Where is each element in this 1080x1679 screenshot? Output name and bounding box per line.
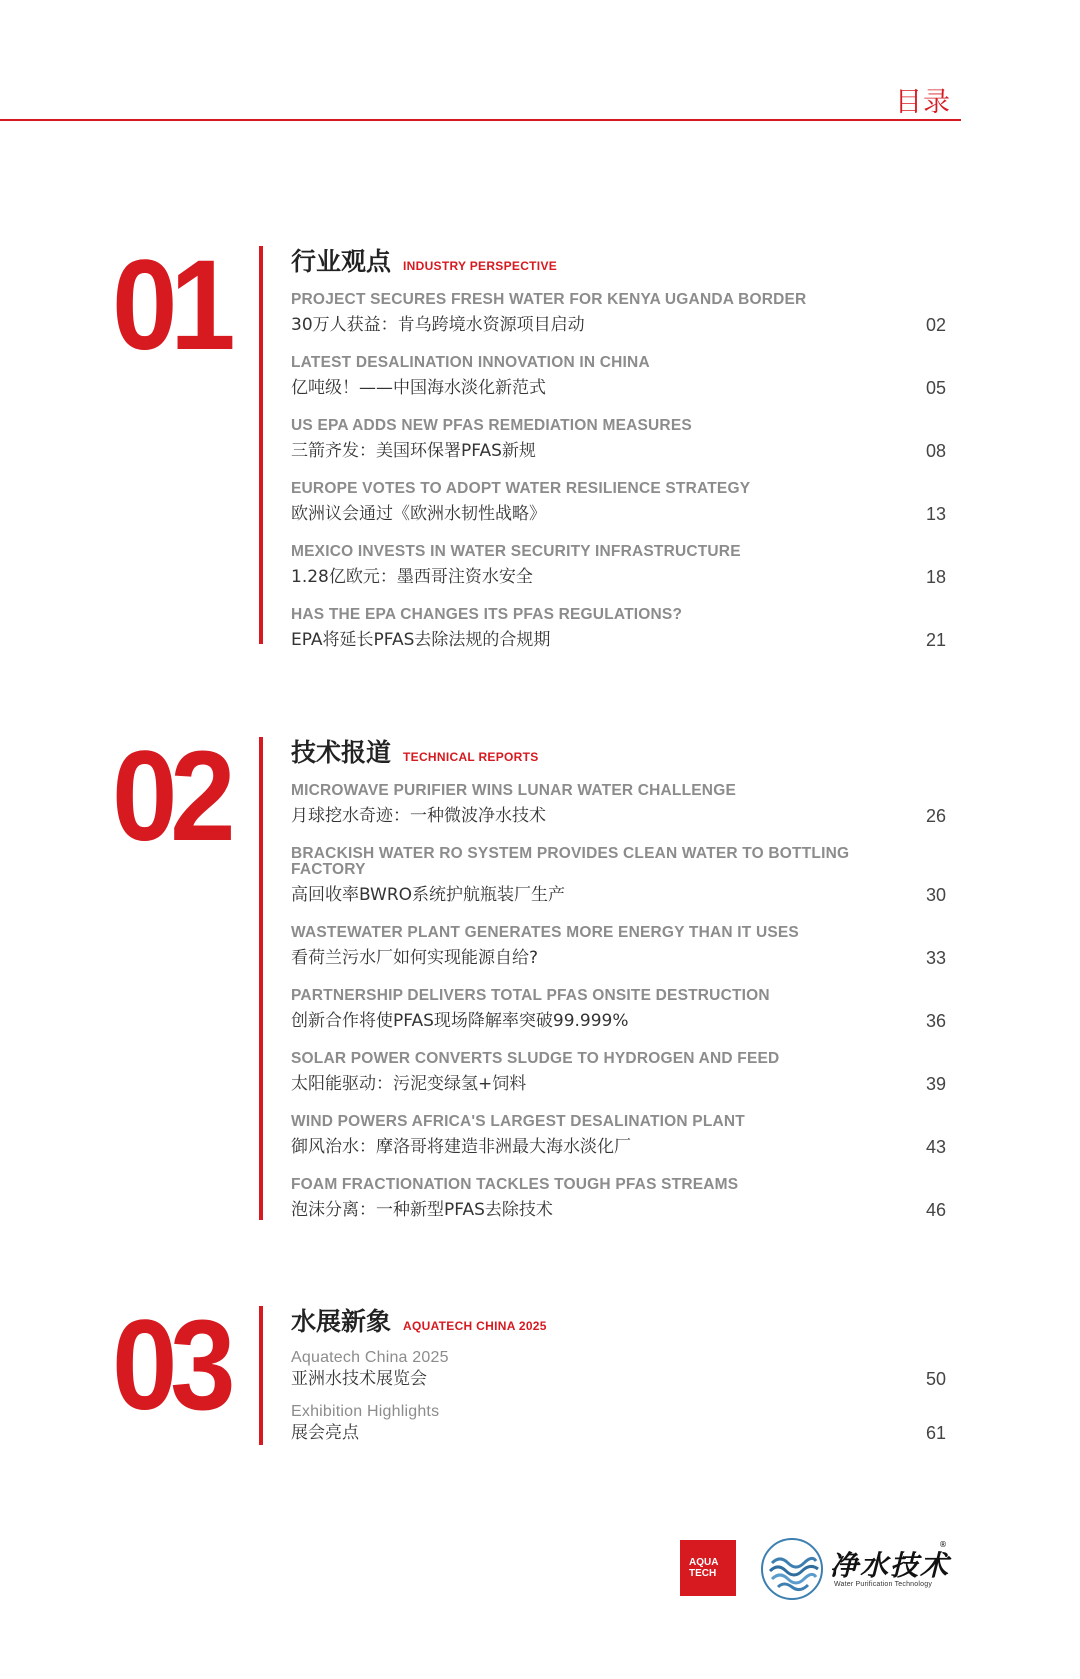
aquatech-logo (680, 1540, 736, 1596)
header-rule (0, 119, 961, 121)
section-subtitle: AQUATECH CHINA 2025 (403, 1319, 547, 1333)
toc-entry[interactable] (291, 846, 946, 906)
toc-entry[interactable] (291, 1350, 946, 1390)
section-title: 行业观点 (291, 247, 392, 276)
entry-page-number: 61 (925, 1423, 946, 1443)
toc-entry[interactable] (291, 1404, 946, 1444)
entry-page-number: 02 (925, 315, 946, 335)
entry-page-number: 46 (925, 1200, 946, 1220)
section-subtitle: INDUSTRY PERSPECTIVE (403, 259, 558, 273)
entry-page-number: 30 (925, 885, 946, 905)
logo-text-tech: TECH (689, 1568, 717, 1579)
section-title: 技术报道 (291, 738, 392, 767)
logo-text-aqua: AQUA (689, 1557, 719, 1568)
page-title: 目录 (895, 87, 951, 118)
water-wave-emblem (760, 1537, 824, 1601)
entry-page-number: 36 (925, 1011, 946, 1031)
section-heading (291, 1302, 547, 1338)
toc-entry[interactable] (291, 988, 946, 1032)
toc-entry[interactable] (291, 481, 946, 525)
entry-english-title: BRACKISH WATER RO SYSTEM PROVIDES CLEAN WATER TO BOTTLING FACTORY (291, 845, 850, 878)
entry-chinese-title: 亚洲水技术展览会 (291, 1369, 427, 1389)
section-heading (291, 242, 557, 278)
entry-english-title: Aquatech China 2025 (291, 1349, 449, 1366)
toc-entry[interactable] (291, 1177, 946, 1221)
entry-english-title: LATEST DESALINATION INNOVATION IN CHINA (291, 354, 650, 371)
entry-page-number: 13 (925, 504, 946, 524)
toc-entry[interactable] (291, 355, 946, 399)
section-title: 水展新象 (291, 1307, 392, 1336)
entry-chinese-title: 泡沫分离：一种新型PFAS去除技术 (291, 1200, 553, 1220)
entry-english-title: MEXICO INVESTS IN WATER SECURITY INFRASTRUCTURE (291, 543, 741, 560)
toc-entry[interactable] (291, 607, 946, 651)
toc-entry[interactable] (291, 925, 946, 969)
toc-entry[interactable] (291, 783, 946, 827)
entry-page-number: 50 (925, 1369, 946, 1389)
brand-name: 净水技术 (830, 1549, 951, 1582)
entry-page-number: 33 (925, 948, 946, 968)
entry-english-title: US EPA ADDS NEW PFAS REMEDIATION MEASURES (291, 417, 692, 434)
entry-page-number: 18 (925, 567, 946, 587)
entry-chinese-title: 看荷兰污水厂如何实现能源自给? (291, 948, 539, 968)
entry-english-title: HAS THE EPA CHANGES ITS PFAS REGULATIONS? (291, 606, 683, 623)
entry-chinese-title: 创新合作将使PFAS现场降解率突破99.999% (291, 1011, 629, 1031)
entry-english-title: EUROPE VOTES TO ADOPT WATER RESILIENCE STRATEGY (291, 480, 751, 497)
entry-page-number: 39 (925, 1074, 946, 1094)
entry-chinese-title: 太阳能驱动：污泥变绿氢+饲料 (291, 1074, 527, 1094)
entry-chinese-title: 欧洲议会通过《欧洲水韧性战略》 (291, 504, 546, 524)
toc-entry[interactable] (291, 418, 946, 462)
section-heading (291, 733, 539, 769)
section-divider (259, 737, 263, 1220)
entry-page-number: 43 (925, 1137, 946, 1157)
section-number: 01 (112, 234, 229, 377)
section-divider (259, 246, 263, 644)
entry-english-title: FOAM FRACTIONATION TACKLES TOUGH PFAS STREAMS (291, 1176, 739, 1193)
section-number: 02 (112, 725, 229, 868)
section-number: 03 (112, 1294, 229, 1437)
entry-page-number: 21 (925, 630, 946, 650)
entry-chinese-title: 御风治水：摩洛哥将建造非洲最大海水淡化厂 (291, 1137, 631, 1157)
entry-chinese-title: 月球挖水奇迹：一种微波净水技术 (291, 806, 546, 826)
entry-english-title: MICROWAVE PURIFIER WINS LUNAR WATER CHALLENGE (291, 782, 736, 799)
toc-entry[interactable] (291, 544, 946, 588)
entry-english-title: WIND POWERS AFRICA'S LARGEST DESALINATION PLANT (291, 1113, 745, 1130)
entry-chinese-title: EPA将延长PFAS去除法规的合规期 (291, 630, 551, 650)
toc-entry[interactable] (291, 1051, 946, 1095)
entry-chinese-title: 30万人获益：肯乌跨境水资源项目启动 (291, 315, 585, 335)
section-divider (259, 1306, 263, 1445)
registered-mark: ® (939, 1540, 947, 1549)
section-subtitle: TECHNICAL REPORTS (403, 750, 539, 764)
entry-english-title: PROJECT SECURES FRESH WATER FOR KENYA UGANDA BORDER (291, 291, 807, 308)
entry-english-title: Exhibition Highlights (291, 1403, 440, 1420)
entry-chinese-title: 1.28亿欧元：墨西哥注资水安全 (291, 567, 533, 587)
entry-page-number: 08 (925, 441, 946, 461)
toc-entry[interactable] (291, 292, 946, 336)
entry-chinese-title: 亿吨级！——中国海水淡化新范式 (291, 378, 546, 398)
toc-entry[interactable] (291, 1114, 946, 1158)
entry-page-number: 05 (925, 378, 946, 398)
entry-english-title: PARTNERSHIP DELIVERS TOTAL PFAS ONSITE DESTRUCTION (291, 987, 770, 1004)
footer-logos (680, 1540, 960, 1600)
entry-chinese-title: 高回收率BWRO系统护航瓶装厂生产 (291, 885, 566, 905)
entry-chinese-title: 三箭齐发：美国环保署PFAS新规 (291, 441, 536, 461)
brand-english-name: Water Purification Technology (834, 1581, 933, 1588)
entry-page-number: 26 (925, 806, 946, 826)
entry-chinese-title: 展会亮点 (291, 1423, 359, 1443)
entry-english-title: WASTEWATER PLANT GENERATES MORE ENERGY THAN IT USES (291, 924, 799, 941)
entry-english-title: SOLAR POWER CONVERTS SLUDGE TO HYDROGEN AND FEED (291, 1050, 780, 1067)
